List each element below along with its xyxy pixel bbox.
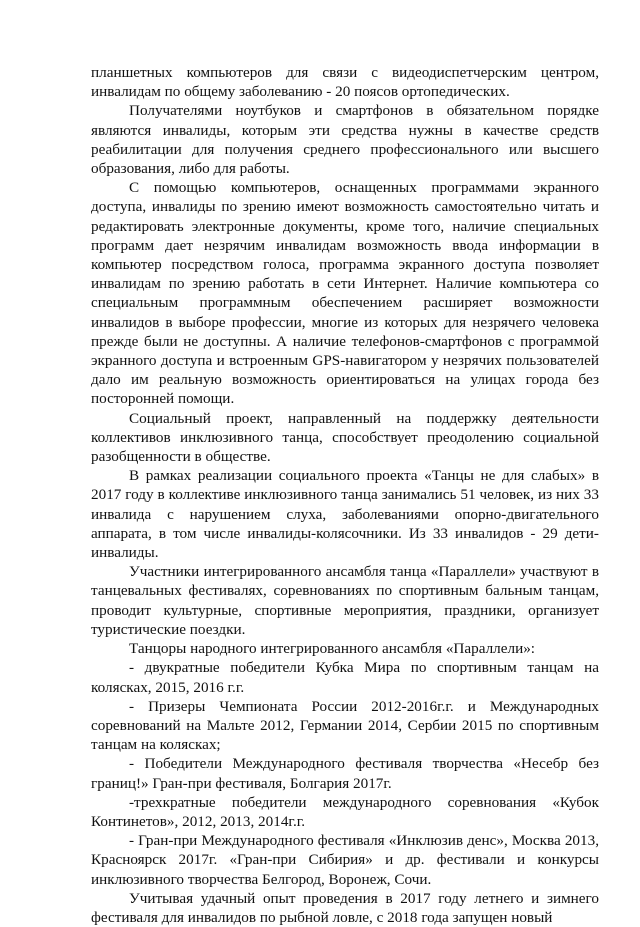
list-item-russia-championship: - Призеры Чемпионата России 2012-2016г.г. и Международных соревнований на Мальте 2012, Германии 2014, Сербии 2015 по спортивным танцам на колясках; [91, 697, 599, 754]
document-page [91, 63, 599, 927]
paragraph-ensemble-dancers: Танцоры народного интегрированного ансамбля «Параллели»: [129, 640, 536, 658]
paragraph-dance-project: В рамках реализации социального проекта «Танцы не для слабых» в 2017 году в коллективе инклюзивного танца занимались 51 человек, из них 33 инвалида с нарушением слуха, заболеваниями опорно-двигательного аппарата, в том числе инвалиды-колясочники. Из 33 инвалидов - 29 дети-инвалиды. [91, 467, 599, 562]
paragraph-continuation: планшетных компьютеров для связи с видеодиспетчерским центром, инвалидам по общему заболеванию - 20 поясов ортопедических. [91, 64, 599, 101]
list-item-inclusive-dance: - Гран-при Международного фестиваля «Инклюзив денс», Москва 2013, Красноярск 2017г. «Гран-при Сибирия» и др. фестивали и конкурсы инклюзивного творчества Белгород, Воронеж, Сочи. [91, 832, 599, 888]
paragraph-ensemble-activities: Участники интегрированного ансамбля танца «Параллели» участвуют в танцевальных фестивалях, соревнованиях по спортивным бальным танцам, проводит культурные, спортивные мероприятия, праздники, организует туристические поездки. [91, 563, 599, 638]
list-item-continents-cup: -трехкратные победители международного соревнования «Кубок Континетов», 2012, 2013, 2014г.г. [91, 793, 599, 830]
list-item-nesebar-festival: - Победители Международного фестиваля творчества «Несебр без границ!» Гран-при фестиваля, Болгария 2017г. [91, 755, 599, 792]
paragraph-fishing-festival: Учитывая удачный опыт проведения в 2017 году летнего и зимнего фестиваля для инвалидов по рыбной ловле, с 2018 года запущен новый [91, 889, 599, 926]
list-item-world-cup: - двукратные победители Кубка Мира по спортивным танцам на колясках, 2015, 2016 г.г. [91, 659, 599, 696]
paragraph-screen-access: С помощью компьютеров, оснащенных программами экранного доступа, инвалиды по зрению имеют возможность самостоятельно читать и редактировать электронные документы, кроме того, наличие специальных программ дает незрячим инвалидам возможность ввода информации в компьютер посредством голоса, программа экранного доступа позволяет инвалидам по зрению работать в сети Интернет. Наличие компьютера со специальным программным обеспечением расширяет возможности инвалидов в выборе профессии, многие из которых для незрячего человека прежде были не доступны. А наличие телефонов-смартфонов с программой экранного доступа и встроенным GPS-навигатором у незрячих пользователей дало им реальную возможность ориентироваться на улицах города без посторонней помощи. [91, 179, 599, 408]
paragraph-recipients: Получателями ноутбуков и смартфонов в обязательном порядке являются инвалиды, которым эти средства нужны в качестве средств реабилитации для получения среднего профессионального или высшего образования, либо для работы. [91, 102, 599, 178]
paragraph-social-project: Социальный проект, направленный на поддержку деятельности коллективов инклюзивного танца, способствует преодолению социальной разобщенности в обществе. [91, 409, 599, 466]
